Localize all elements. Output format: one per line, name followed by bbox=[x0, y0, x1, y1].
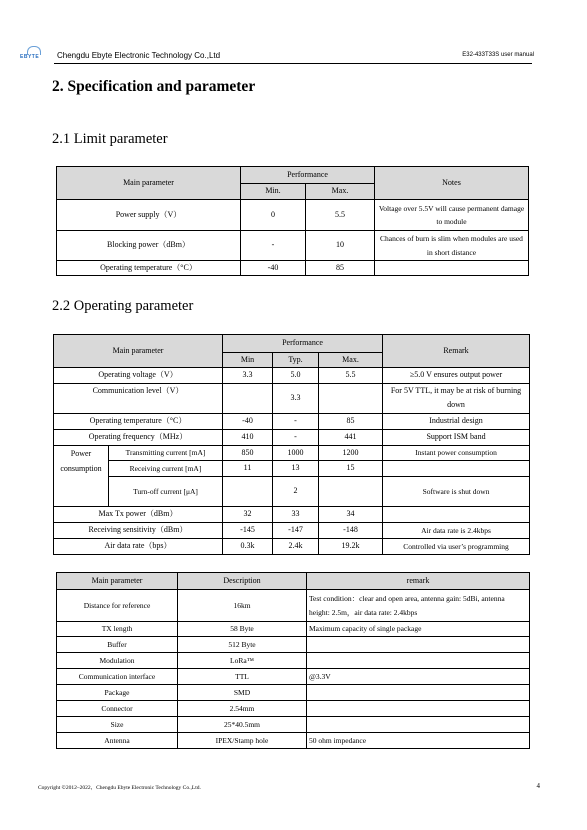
desc-param: Package bbox=[57, 685, 178, 701]
desc-header-description: Description bbox=[178, 573, 307, 590]
desc-param: Buffer bbox=[57, 637, 178, 653]
table-row bbox=[57, 733, 530, 749]
table-row bbox=[57, 701, 530, 717]
table-row bbox=[57, 637, 530, 653]
op-max: 15 bbox=[319, 461, 383, 477]
op-param: Receiving current [mA] bbox=[109, 461, 223, 477]
table-row bbox=[57, 653, 530, 669]
desc-value: TTL bbox=[178, 669, 307, 685]
desc-value: 25*40.5mm bbox=[178, 717, 307, 733]
limit-max: 10 bbox=[306, 231, 375, 261]
op-typ: -147 bbox=[273, 523, 319, 539]
op-remark: Air data rate is 2.4kbps bbox=[383, 523, 530, 539]
op-max: -148 bbox=[319, 523, 383, 539]
desc-param: Communication interface bbox=[57, 669, 178, 685]
desc-param: TX length bbox=[57, 622, 178, 637]
op-remark: Instant power consumption bbox=[383, 445, 530, 460]
description-table bbox=[56, 572, 530, 749]
op-header-remark: Remark bbox=[383, 335, 530, 368]
op-typ: 1000 bbox=[273, 445, 319, 460]
ebyte-logo bbox=[20, 46, 46, 62]
table-row bbox=[54, 429, 530, 445]
limit-max: 85 bbox=[306, 261, 375, 276]
op-param: Operating temperature（°C） bbox=[54, 413, 223, 429]
op-max: 1200 bbox=[319, 445, 383, 460]
op-param: Transmitting current [mA] bbox=[109, 445, 223, 460]
op-min: 32 bbox=[223, 507, 273, 523]
op-min: 3.3 bbox=[223, 368, 273, 383]
desc-value: 58 Byte bbox=[178, 622, 307, 637]
limit-max: 5.5 bbox=[306, 200, 375, 231]
op-remark: For 5V TTL, it may be at risk of burning down bbox=[383, 383, 530, 413]
desc-value: SMD bbox=[178, 685, 307, 701]
desc-param: Modulation bbox=[57, 653, 178, 669]
limit-header-min: Min. bbox=[241, 184, 306, 200]
op-remark: Software is shut down bbox=[383, 477, 530, 507]
op-typ: 5.0 bbox=[273, 368, 319, 383]
op-header-typ: Typ. bbox=[273, 353, 319, 368]
desc-param: Distance for reference bbox=[57, 590, 178, 622]
operating-heading: 2.2 Operating parameter bbox=[52, 298, 194, 314]
op-param: Operating frequency（MHz） bbox=[54, 429, 223, 445]
logo-text: EBYTE bbox=[20, 54, 40, 60]
table-row bbox=[54, 413, 530, 429]
desc-remark: Test condition：clear and open area, antenna gain: 5dBi, antenna height: 2.5m，air data rate: 2.4kbps bbox=[307, 590, 530, 622]
op-min: 850 bbox=[223, 445, 273, 460]
desc-param: Size bbox=[57, 717, 178, 733]
op-header-main: Main parameter bbox=[54, 335, 223, 368]
limit-min: 0 bbox=[241, 200, 306, 231]
op-param: Communication level（V） bbox=[54, 383, 223, 413]
desc-remark: @3.3V bbox=[307, 669, 530, 685]
desc-value: LoRa™ bbox=[178, 653, 307, 669]
table-row bbox=[57, 669, 530, 685]
table-row bbox=[57, 622, 530, 637]
op-min: -40 bbox=[223, 413, 273, 429]
page-number: 4 bbox=[536, 782, 540, 790]
op-remark: ≥5.0 V ensures output power bbox=[383, 368, 530, 383]
op-min: 11 bbox=[223, 461, 273, 477]
op-max: 85 bbox=[319, 413, 383, 429]
op-typ: 2 bbox=[273, 477, 319, 507]
header-manual-title: E32-433T33S user manual bbox=[462, 52, 534, 58]
op-param: Operating voltage（V） bbox=[54, 368, 223, 383]
op-max bbox=[319, 383, 383, 413]
op-header-performance: Performance bbox=[223, 335, 383, 353]
limit-heading: 2.1 Limit parameter bbox=[52, 131, 168, 147]
desc-header-main: Main parameter bbox=[57, 573, 178, 590]
desc-remark bbox=[307, 717, 530, 733]
limit-note: Voltage over 5.5V will cause permanent damage to module bbox=[375, 200, 529, 231]
header-company: Chengdu Ebyte Electronic Technology Co.,Ltd bbox=[57, 51, 221, 60]
op-header-max: Max. bbox=[319, 353, 383, 368]
op-max: 441 bbox=[319, 429, 383, 445]
desc-remark bbox=[307, 685, 530, 701]
power-consumption-label: Power consumption bbox=[54, 445, 109, 506]
desc-remark bbox=[307, 653, 530, 669]
desc-value: 512 Byte bbox=[178, 637, 307, 653]
op-remark: Support ISM band bbox=[383, 429, 530, 445]
op-header-min: Min bbox=[223, 353, 273, 368]
op-min bbox=[223, 477, 273, 507]
desc-value: 2.54mm bbox=[178, 701, 307, 717]
op-min: 410 bbox=[223, 429, 273, 445]
limit-header-notes: Notes bbox=[375, 167, 529, 200]
op-param: Turn-off current [μA] bbox=[109, 477, 223, 507]
op-typ: - bbox=[273, 429, 319, 445]
desc-param: Antenna bbox=[57, 733, 178, 749]
limit-note: Chances of burn is slim when modules are used in short distance bbox=[375, 231, 529, 261]
table-row bbox=[57, 717, 530, 733]
op-param: Air data rate（bps） bbox=[54, 539, 223, 555]
op-param: Receiving sensitivity（dBm） bbox=[54, 523, 223, 539]
footer-copyright: Copyright ©2012–2022，Chengdu Ebyte Electronic Technology Co.,Ltd. bbox=[38, 785, 201, 791]
table-row bbox=[57, 231, 529, 261]
table-row bbox=[57, 261, 529, 276]
desc-value: IPEX/Stamp hole bbox=[178, 733, 307, 749]
table-row bbox=[54, 461, 530, 477]
op-remark: Industrial design bbox=[383, 413, 530, 429]
limit-min: -40 bbox=[241, 261, 306, 276]
op-typ: 3.3 bbox=[273, 383, 319, 413]
table-row bbox=[54, 539, 530, 555]
op-remark: Controlled via user’s programming bbox=[383, 539, 530, 555]
desc-remark bbox=[307, 637, 530, 653]
limit-header-main: Main parameter bbox=[57, 167, 241, 200]
limit-param: Operating temperature（°C） bbox=[57, 261, 241, 276]
limit-header-performance: Performance bbox=[241, 167, 375, 184]
op-min: -145 bbox=[223, 523, 273, 539]
table-row bbox=[54, 445, 530, 460]
op-typ: 2.4k bbox=[273, 539, 319, 555]
table-row bbox=[57, 200, 529, 231]
table-row bbox=[54, 523, 530, 539]
desc-remark: 50 ohm impedance bbox=[307, 733, 530, 749]
op-max: 19.2k bbox=[319, 539, 383, 555]
op-min: 0.3k bbox=[223, 539, 273, 555]
limit-table bbox=[56, 166, 529, 276]
table-row bbox=[57, 685, 530, 701]
limit-param: Blocking power（dBm） bbox=[57, 231, 241, 261]
op-max: 34 bbox=[319, 507, 383, 523]
op-min bbox=[223, 383, 273, 413]
operating-table bbox=[53, 334, 530, 555]
limit-min: - bbox=[241, 231, 306, 261]
op-max bbox=[319, 477, 383, 507]
limit-param: Power supply（V） bbox=[57, 200, 241, 231]
op-max: 5.5 bbox=[319, 368, 383, 383]
desc-param: Connector bbox=[57, 701, 178, 717]
desc-value: 16km bbox=[178, 590, 307, 622]
op-typ: - bbox=[273, 413, 319, 429]
desc-remark bbox=[307, 701, 530, 717]
desc-header-remark: remark bbox=[307, 573, 530, 590]
desc-remark: Maximum capacity of single package bbox=[307, 622, 530, 637]
op-param: Max Tx power（dBm） bbox=[54, 507, 223, 523]
table-row bbox=[54, 368, 530, 383]
op-remark bbox=[383, 507, 530, 523]
table-row bbox=[54, 477, 530, 507]
table-row bbox=[57, 590, 530, 622]
limit-note bbox=[375, 261, 529, 276]
header-divider bbox=[54, 63, 532, 64]
section-title: 2. Specification and parameter bbox=[52, 78, 256, 95]
table-row bbox=[54, 383, 530, 413]
limit-header-max: Max. bbox=[306, 184, 375, 200]
op-typ: 13 bbox=[273, 461, 319, 477]
op-typ: 33 bbox=[273, 507, 319, 523]
op-remark bbox=[383, 461, 530, 477]
table-row bbox=[54, 507, 530, 523]
